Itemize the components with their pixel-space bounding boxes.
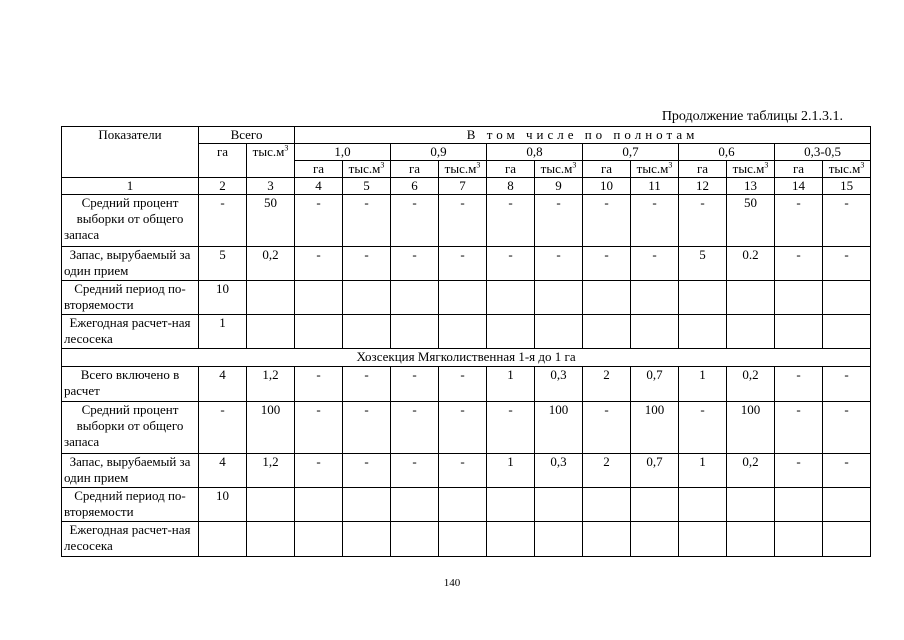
cube-sup: 3 <box>284 143 289 153</box>
table-cell: - <box>439 195 487 247</box>
row-label: Средний период по-вторяемости <box>62 281 199 315</box>
table-cell <box>487 281 535 315</box>
column-number: 8 <box>487 178 535 195</box>
row-label: Ежегодная расчет-ная лесосека <box>62 315 199 349</box>
table-row <box>62 195 871 247</box>
unit-ths-header <box>535 161 583 178</box>
table-row <box>62 402 871 454</box>
table-cell: - <box>391 454 439 488</box>
table-cell: - <box>823 402 871 454</box>
table-cell <box>535 315 583 349</box>
table-cell <box>583 488 631 522</box>
table-cell: 50 <box>727 195 775 247</box>
table-cell <box>631 281 679 315</box>
unit-ha-header: га <box>583 161 631 178</box>
table-cell <box>679 488 727 522</box>
table-cell <box>679 281 727 315</box>
table-cell: 0,2 <box>727 367 775 402</box>
total-ths-header <box>247 144 295 178</box>
table-cell <box>343 281 391 315</box>
table-cell <box>199 522 247 557</box>
table-cell <box>487 488 535 522</box>
table-cell: - <box>775 402 823 454</box>
table-cell <box>727 522 775 557</box>
ths-text: тыс.м <box>636 161 669 176</box>
table-cell: 0,3 <box>535 367 583 402</box>
table-cell <box>775 281 823 315</box>
table-cell: - <box>775 367 823 402</box>
table-cell: - <box>439 402 487 454</box>
table-cell: 50 <box>247 195 295 247</box>
table-cell <box>775 522 823 557</box>
table-cell: - <box>199 402 247 454</box>
unit-ha-header: га <box>391 161 439 178</box>
table-cell: - <box>343 195 391 247</box>
table-cell <box>247 281 295 315</box>
table-row <box>62 522 871 557</box>
table-cell <box>727 315 775 349</box>
unit-ths-header <box>727 161 775 178</box>
table-cell <box>247 488 295 522</box>
table-body <box>62 127 871 557</box>
table-cell: - <box>439 454 487 488</box>
table-cell <box>295 488 343 522</box>
density-header: 0,3-0,5 <box>775 144 871 161</box>
cube-sup: 3 <box>380 160 385 170</box>
table-cell: 1,2 <box>247 454 295 488</box>
table-cell: - <box>775 454 823 488</box>
cube-sup: 3 <box>476 160 481 170</box>
table-cell: 10 <box>199 488 247 522</box>
total-header: Всего <box>199 127 295 144</box>
section-title: Хозсекция Мягколиственная 1-я до 1 га <box>62 349 871 367</box>
table-cell: - <box>439 247 487 281</box>
table-cell: 0.2 <box>727 247 775 281</box>
table-cell: - <box>199 195 247 247</box>
table-caption: Продолжение таблицы 2.1.3.1. <box>661 109 843 124</box>
table-cell: - <box>631 195 679 247</box>
table-cell <box>823 281 871 315</box>
indicators-header: Показатели <box>62 127 199 178</box>
table-cell: - <box>295 195 343 247</box>
table-cell: 1,2 <box>247 367 295 402</box>
unit-ths-header <box>439 161 487 178</box>
column-number: 13 <box>727 178 775 195</box>
table-row <box>62 454 871 488</box>
row-label: Средний процент выборки от общего запаса <box>62 402 199 454</box>
table-cell <box>535 522 583 557</box>
table-cell: - <box>487 247 535 281</box>
table-cell <box>583 522 631 557</box>
table-cell: - <box>295 367 343 402</box>
table-cell: - <box>823 247 871 281</box>
page-number: 140 <box>443 577 461 589</box>
table-cell: - <box>631 247 679 281</box>
table-cell: 0,7 <box>631 367 679 402</box>
table-cell: - <box>679 195 727 247</box>
table-cell <box>343 522 391 557</box>
column-number: 15 <box>823 178 871 195</box>
table-cell: 1 <box>487 454 535 488</box>
table-cell: - <box>535 195 583 247</box>
table-cell: 0,2 <box>727 454 775 488</box>
table-cell: 1 <box>199 315 247 349</box>
table-cell: 1 <box>487 367 535 402</box>
column-number: 14 <box>775 178 823 195</box>
table-cell: - <box>343 454 391 488</box>
table-cell: - <box>583 195 631 247</box>
unit-ha-header: га <box>679 161 727 178</box>
table-cell: - <box>487 195 535 247</box>
table-cell: 0,2 <box>247 247 295 281</box>
table-cell: - <box>343 247 391 281</box>
table-cell <box>775 488 823 522</box>
column-number: 3 <box>247 178 295 195</box>
table-cell: - <box>583 247 631 281</box>
cube-sup: 3 <box>668 160 673 170</box>
table-cell <box>343 488 391 522</box>
table-cell: 100 <box>727 402 775 454</box>
table-cell: 0,7 <box>631 454 679 488</box>
column-number: 4 <box>295 178 343 195</box>
total-ha-header: га <box>199 144 247 178</box>
row-label: Ежегодная расчет-ная лесосека <box>62 522 199 557</box>
table-cell <box>439 488 487 522</box>
table-cell: 4 <box>199 454 247 488</box>
table-cell: - <box>775 195 823 247</box>
unit-ha-header: га <box>775 161 823 178</box>
table-cell <box>775 315 823 349</box>
table-row <box>62 315 871 349</box>
table-cell <box>391 522 439 557</box>
table-cell: 1 <box>679 367 727 402</box>
table-cell: 1 <box>679 454 727 488</box>
table-cell <box>439 315 487 349</box>
unit-ths-header <box>823 161 871 178</box>
row-label: Всего включено в расчет <box>62 367 199 402</box>
table-cell: - <box>343 402 391 454</box>
table-cell <box>391 488 439 522</box>
column-number: 5 <box>343 178 391 195</box>
column-number: 9 <box>535 178 583 195</box>
table-cell <box>631 522 679 557</box>
table-cell: 10 <box>199 281 247 315</box>
table-cell <box>295 281 343 315</box>
table-cell: - <box>343 367 391 402</box>
column-number: 6 <box>391 178 439 195</box>
table-cell: - <box>823 367 871 402</box>
table-cell <box>343 315 391 349</box>
row-label: Средний процент выборки от общего запаса <box>62 195 199 247</box>
table-cell: - <box>295 402 343 454</box>
table-row <box>62 247 871 281</box>
column-number: 2 <box>199 178 247 195</box>
table-cell <box>295 315 343 349</box>
table-cell: - <box>391 195 439 247</box>
table-cell: 2 <box>583 454 631 488</box>
density-header: 1,0 <box>295 144 391 161</box>
table-cell: - <box>535 247 583 281</box>
ths-text: тыс.м <box>732 161 765 176</box>
section-row <box>62 349 871 367</box>
table-cell: 2 <box>583 367 631 402</box>
table-cell <box>439 281 487 315</box>
unit-ths-header <box>343 161 391 178</box>
table-cell <box>391 281 439 315</box>
table-cell <box>679 315 727 349</box>
table-cell: 5 <box>199 247 247 281</box>
table-cell <box>391 315 439 349</box>
cube-sup: 3 <box>860 160 865 170</box>
table-cell <box>583 281 631 315</box>
table-cell: - <box>823 454 871 488</box>
column-number: 10 <box>583 178 631 195</box>
ths-text: тыс.м <box>828 161 861 176</box>
row-label: Средний период по-вторяемости <box>62 488 199 522</box>
row-label: Запас, вырубаемый за один прием <box>62 454 199 488</box>
table-cell <box>679 522 727 557</box>
cube-sup: 3 <box>764 160 769 170</box>
table-cell <box>583 315 631 349</box>
table-cell: - <box>391 402 439 454</box>
table-cell: - <box>487 402 535 454</box>
unit-ha-header: га <box>487 161 535 178</box>
unit-ha-header: га <box>295 161 343 178</box>
table-cell <box>727 488 775 522</box>
table-cell <box>295 522 343 557</box>
ths-text: тыс.м <box>540 161 573 176</box>
table-cell <box>487 522 535 557</box>
ths-text: тыс.м <box>252 144 285 159</box>
ths-text: тыс.м <box>444 161 477 176</box>
table-cell: - <box>295 247 343 281</box>
forest-table <box>61 126 871 557</box>
table-cell: - <box>775 247 823 281</box>
density-header: 0,7 <box>583 144 679 161</box>
table-cell: 4 <box>199 367 247 402</box>
table-cell: 100 <box>631 402 679 454</box>
ths-text: тыс.м <box>348 161 381 176</box>
table-row <box>62 488 871 522</box>
table-cell <box>727 281 775 315</box>
header-row-1 <box>62 127 871 144</box>
column-number-row <box>62 178 871 195</box>
table-cell <box>535 488 583 522</box>
including-header: В том числе по полнотам <box>295 127 871 144</box>
density-header: 0,6 <box>679 144 775 161</box>
table-cell <box>631 488 679 522</box>
column-number: 11 <box>631 178 679 195</box>
table-cell: - <box>823 195 871 247</box>
row-label: Запас, вырубаемый за один прием <box>62 247 199 281</box>
table-row <box>62 281 871 315</box>
table-cell <box>247 315 295 349</box>
table-cell <box>823 488 871 522</box>
unit-ths-header <box>631 161 679 178</box>
table-cell: - <box>295 454 343 488</box>
table-cell <box>535 281 583 315</box>
column-number: 7 <box>439 178 487 195</box>
column-number: 1 <box>62 178 199 195</box>
table-cell: 100 <box>247 402 295 454</box>
table-cell: 100 <box>535 402 583 454</box>
table-cell <box>823 315 871 349</box>
table-cell: - <box>679 402 727 454</box>
table-cell: - <box>391 247 439 281</box>
table-cell <box>439 522 487 557</box>
table-cell: - <box>583 402 631 454</box>
table-cell <box>631 315 679 349</box>
table-cell: - <box>391 367 439 402</box>
column-number: 12 <box>679 178 727 195</box>
table-row <box>62 367 871 402</box>
table-cell: - <box>439 367 487 402</box>
table-cell: 0,3 <box>535 454 583 488</box>
density-header: 0,8 <box>487 144 583 161</box>
table-cell <box>247 522 295 557</box>
table-cell <box>487 315 535 349</box>
table-cell <box>823 522 871 557</box>
table-cell: 5 <box>679 247 727 281</box>
cube-sup: 3 <box>572 160 577 170</box>
density-header: 0,9 <box>391 144 487 161</box>
